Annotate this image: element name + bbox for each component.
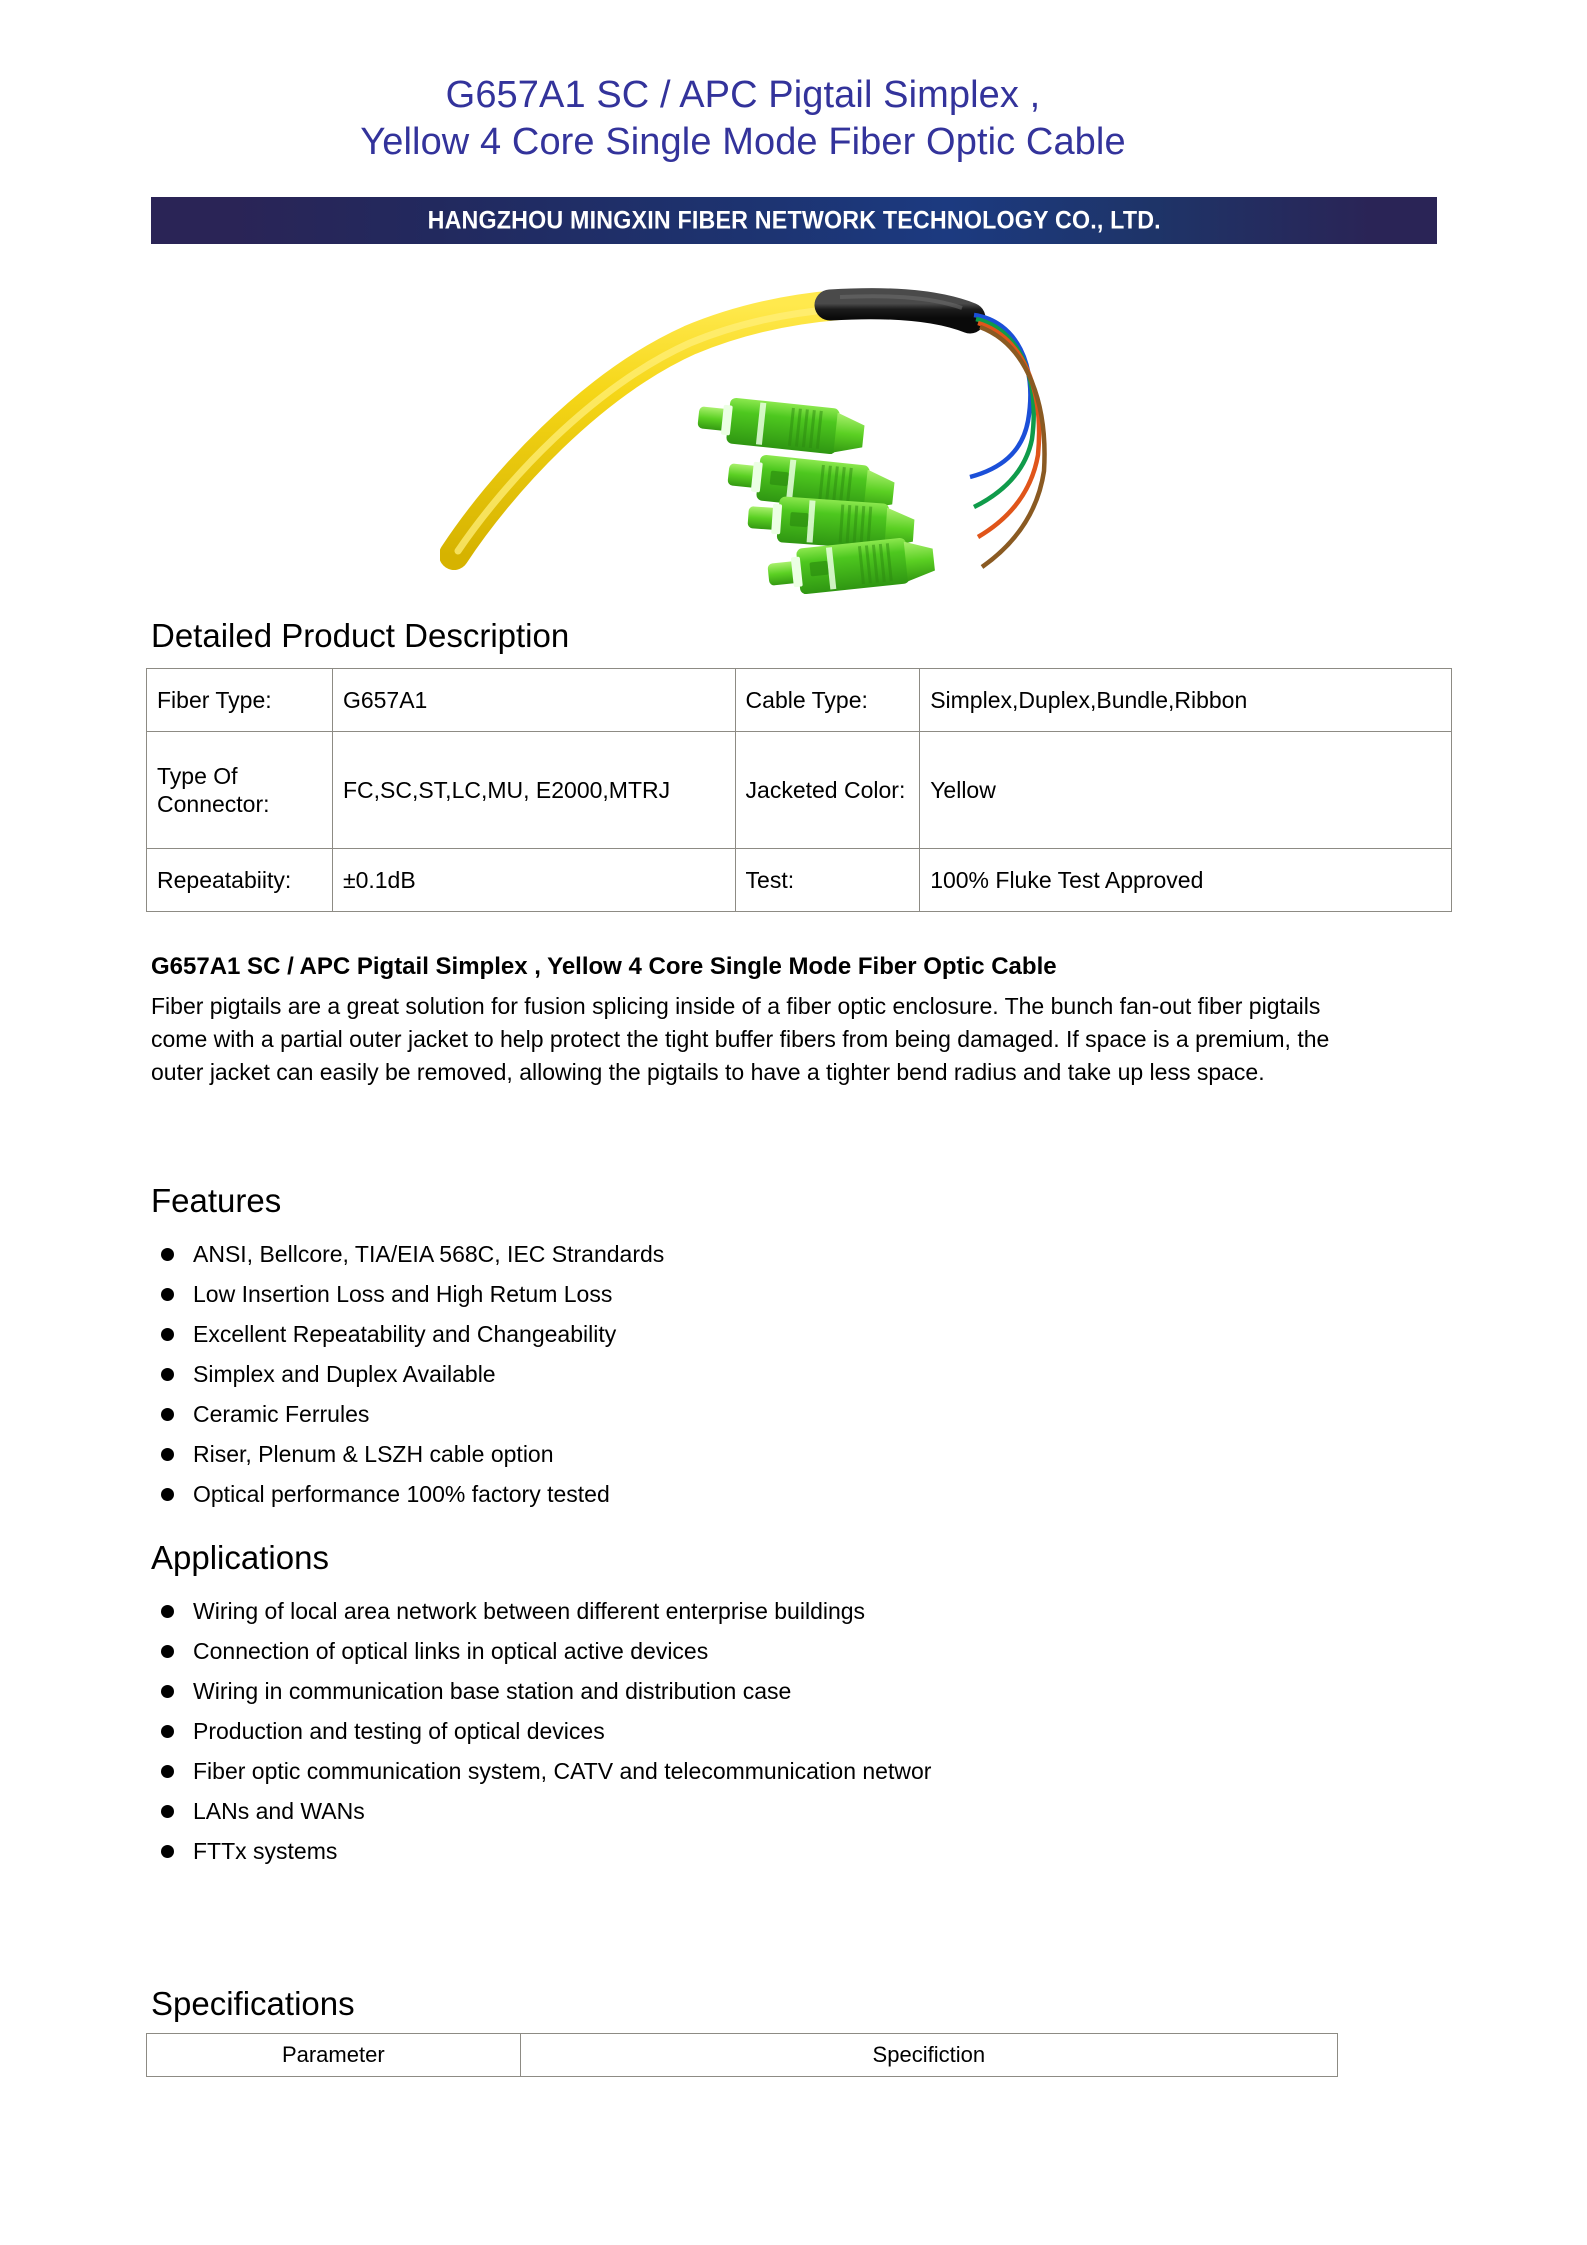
list-item-label: Optical performance 100% factory tested — [193, 1481, 610, 1507]
page-title-line-2: Yellow 4 Core Single Mode Fiber Optic Cable — [360, 121, 1126, 163]
list-item-label: ANSI, Bellcore, TIA/EIA 568C, IEC Strandards — [193, 1241, 665, 1267]
product-intro-heading: G657A1 SC / APC Pigtail Simplex , Yellow 4 Core Single Mode Fiber Optic Cable — [151, 953, 1057, 980]
section-heading-applications: Applications — [151, 1539, 329, 1576]
bullet-icon — [161, 1725, 174, 1738]
list-item-label: Connection of optical links in optical active devices — [193, 1638, 709, 1664]
list-item — [151, 1474, 1251, 1514]
list-item — [151, 1751, 1351, 1791]
table-header-row — [147, 2034, 1338, 2077]
list-item — [151, 1434, 1251, 1474]
cell-value: G657A1 — [332, 669, 735, 732]
specifications-table — [146, 2033, 1338, 2077]
list-item-label: Wiring of local area network between different enterprise buildings — [193, 1598, 866, 1624]
list-item — [151, 1274, 1251, 1314]
features-list — [151, 1234, 1251, 1514]
fiber-strand-green — [974, 319, 1034, 507]
cell-value: FC,SC,ST,LC,MU, E2000,MTRJ — [332, 732, 735, 849]
section-heading-specifications: Specifications — [151, 1985, 355, 2022]
bullet-icon — [161, 1408, 174, 1421]
list-item-label: Fiber optic communication system, CATV and telecommunication networ — [193, 1758, 932, 1784]
cell-label: Fiber Type: — [147, 669, 333, 732]
table-row — [147, 732, 1452, 849]
bullet-icon — [161, 1488, 174, 1501]
cell-label: Test: — [735, 849, 920, 912]
list-item-label: Ceramic Ferrules — [193, 1401, 370, 1427]
bullet-icon — [161, 1645, 174, 1658]
list-item — [151, 1591, 1351, 1631]
list-item — [151, 1831, 1351, 1871]
list-item-label: Wiring in communication base station and distribution case — [193, 1678, 792, 1704]
list-item-label: Excellent Repeatability and Changeability — [193, 1321, 617, 1347]
bullet-icon — [161, 1765, 174, 1778]
list-item-label: Simplex and Duplex Available — [193, 1361, 496, 1387]
company-name-band — [151, 197, 1437, 244]
list-item-label: Low Insertion Loss and High Retum Loss — [193, 1281, 613, 1307]
product-photo — [440, 255, 1060, 615]
company-name-text-wrapper — [151, 206, 1437, 235]
product-photo-illustration — [440, 255, 1060, 615]
bullet-icon — [161, 1685, 174, 1698]
cell-value: Simplex,Duplex,Bundle,Ribbon — [920, 669, 1452, 732]
list-item-label: FTTx systems — [193, 1838, 338, 1864]
list-item — [151, 1631, 1351, 1671]
cell-label: Repeatabiity: — [147, 849, 333, 912]
cell-value: Yellow — [920, 732, 1452, 849]
cell-value: ±0.1dB — [332, 849, 735, 912]
bullet-icon — [161, 1248, 174, 1261]
list-item — [151, 1394, 1251, 1434]
page-title-line-1: G657A1 SC / APC Pigtail Simplex , — [445, 74, 1041, 116]
section-heading-detailed-product-description: Detailed Product Description — [151, 617, 570, 654]
company-name-text: HANGZHOU MINGXIN FIBER NETWORK TECHNOLOGY CO., LTD. — [427, 206, 1161, 234]
cell-label: Cable Type: — [735, 669, 920, 732]
list-item-label: LANs and WANs — [193, 1798, 365, 1824]
list-item-label: Production and testing of optical devices — [193, 1718, 605, 1744]
list-item — [151, 1791, 1351, 1831]
cell-label: Jacketed Color: — [735, 732, 920, 849]
bullet-icon — [161, 1845, 174, 1858]
list-item — [151, 1354, 1251, 1394]
column-header-parameter: Parameter — [147, 2034, 521, 2077]
list-item — [151, 1234, 1251, 1274]
bullet-icon — [161, 1605, 174, 1618]
detailed-product-description-table — [146, 668, 1452, 912]
table-row — [147, 849, 1452, 912]
page-title — [151, 72, 1335, 166]
cell-label: Type Of Connector: — [147, 732, 333, 849]
list-item-label: Riser, Plenum & LSZH cable option — [193, 1441, 554, 1467]
cell-value: 100% Fluke Test Approved — [920, 849, 1452, 912]
list-item — [151, 1314, 1251, 1354]
bullet-icon — [161, 1288, 174, 1301]
bullet-icon — [161, 1448, 174, 1461]
sc-apc-connector-1 — [697, 397, 865, 455]
product-intro-paragraph: Fiber pigtails are a great solution for fusion splicing inside of a fiber optic enclosure. The bunch fan-out fiber pigtails come with a partial outer jacket to help protect the tight buffer fibers from being damaged. If space is a premium, the outer jacket can easily be removed, allowing the pigtails to have a tighter bend radius and take up less space. — [151, 993, 1330, 1085]
table-row — [147, 669, 1452, 732]
applications-list — [151, 1591, 1351, 1871]
fiber-strand-orange — [978, 323, 1039, 537]
list-item — [151, 1671, 1351, 1711]
section-heading-features: Features — [151, 1182, 282, 1219]
column-header-specification: Specifiction — [520, 2034, 1337, 2077]
bullet-icon — [161, 1368, 174, 1381]
bullet-icon — [161, 1805, 174, 1818]
bullet-icon — [161, 1328, 174, 1341]
sc-apc-connector-4 — [767, 537, 935, 594]
list-item — [151, 1711, 1351, 1751]
